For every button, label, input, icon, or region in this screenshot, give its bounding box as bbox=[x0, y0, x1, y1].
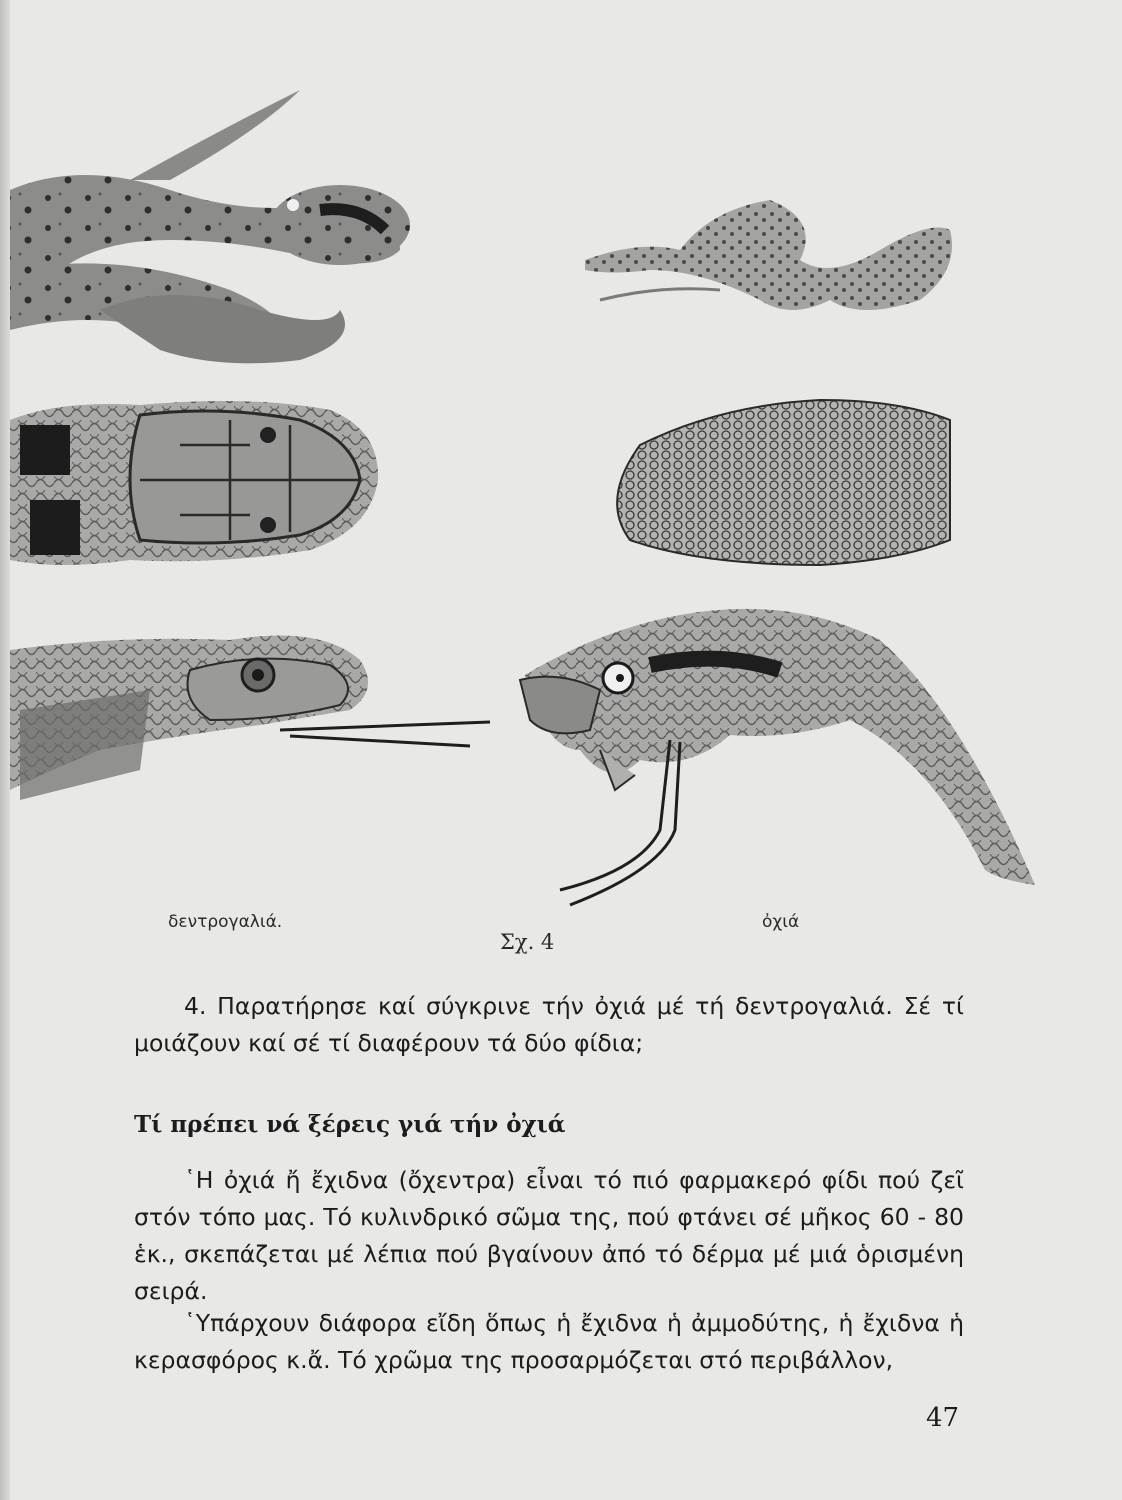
tree-snake-head-top bbox=[10, 401, 378, 565]
snake-comparison-figure bbox=[0, 70, 1122, 932]
figure-label: Σχ. 4 bbox=[500, 930, 555, 954]
tree-snake-head-side bbox=[10, 636, 490, 801]
viper-small bbox=[585, 200, 952, 310]
body-paragraph-2: ῾Υπάρχουν διάφορα εἴδη ὅπως ἡ ἔχιδνα ἡ ἀμμοδύτης, ἡ ἔχιδνα ἡ κερασφόρος κ.ἄ. Τό χρῶμα της προσαρμόζεται στό περιβάλλον, bbox=[134, 1309, 964, 1374]
viper-head-side bbox=[520, 609, 1035, 905]
tree-snake-coiled bbox=[10, 90, 410, 363]
caption-tree-snake: δεντρογαλιά. bbox=[168, 912, 283, 932]
body-paragraph-1: ῾Η ὀχιά ἤ ἔχιδνα (ὄχεντρα) εἶναι τό πιό φαρμακερό φίδι πού ζεῖ στόν τόπο μας. Τό κυλινδρικό σῶμα της, πού φτάνει σέ μῆκος 60 - 80 ἑκ., σκεπάζεται μέ λέπια πού βγαίνουν ἀπό τό δέρμα μέ μιά ὁρισμένη σειρά. bbox=[134, 1166, 964, 1305]
page-number: 47 bbox=[926, 1403, 960, 1433]
viper-head-top bbox=[617, 400, 950, 565]
snake-illustrations bbox=[0, 70, 1122, 910]
section-heading: Τί πρέπει νά ξέρεις γιά τήν ὀχιά bbox=[134, 1111, 566, 1138]
caption-viper: ὀχιά bbox=[762, 912, 800, 932]
exercise-text: 4. Παρατήρησε καί σύγκρινε τήν ὀχιά μέ τή δεντρογαλιά. Σέ τί μοιάζουν καί σέ τί διαφέρουν τά δύο φίδια; bbox=[134, 992, 964, 1057]
